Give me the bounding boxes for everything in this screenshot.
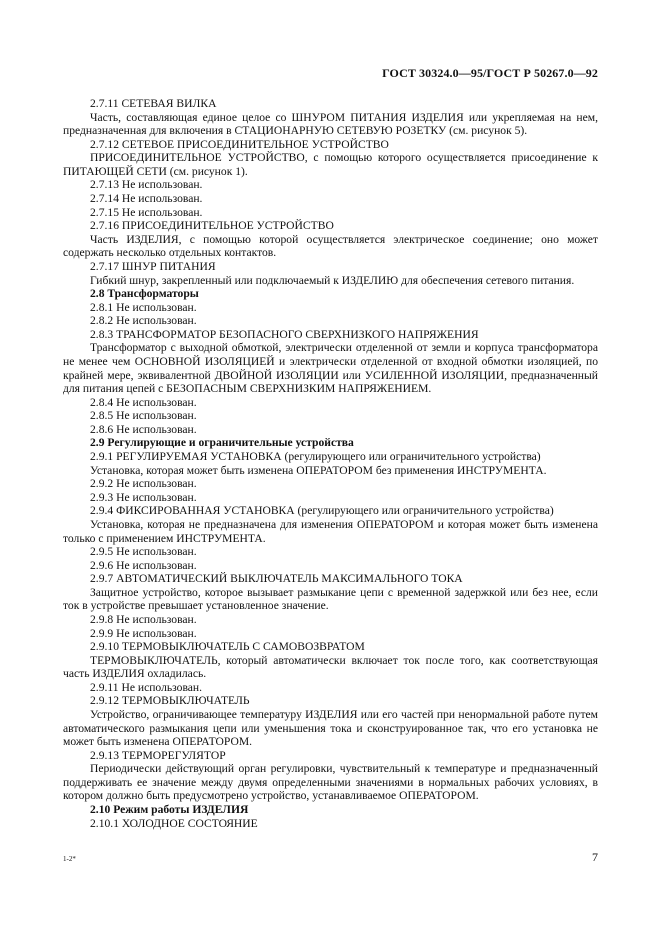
paragraph: Установка, которая может быть изменена ОПЕРАТОРОМ без применения ИНСТРУМЕНТА.: [90, 463, 547, 477]
paragraph: 2.7.13 Не использован.: [90, 178, 203, 192]
paragraph: Установка, которая не предназначена для изменения ОПЕРАТОРОМ и которая может быть изменена только с применением ИНСТРУМЕНТА.: [63, 517, 598, 545]
paragraph: 2.7.15 Не использован.: [90, 205, 203, 219]
section-heading: 2.10 Режим работы ИЗДЕЛИЯ: [90, 803, 249, 817]
paragraph: 2.9.13 ТЕРМОРЕГУЛЯТОР: [90, 748, 226, 762]
paragraph: ТЕРМОВЫКЛЮЧАТЕЛЬ, который автоматически включает ток после того, как соответствующая часть ИЗДЕЛИЯ охладилась.: [63, 653, 598, 681]
paragraph: 2.9.3 Не использован.: [90, 490, 197, 504]
paragraph: Часть ИЗДЕЛИЯ, с помощью которой осуществляется электрическое соединение; оно может содержать несколько отдельных контактов.: [63, 232, 598, 260]
paragraph: 2.8.5 Не использован.: [90, 409, 197, 423]
paragraph: Гибкий шнур, закрепленный или подключаемый к ИЗДЕЛИЮ для обеспечения сетевого питания.: [90, 273, 575, 287]
paragraph: Часть, составляющая единое целое со ШНУРОМ ПИТАНИЯ ИЗДЕЛИЯ или укрепляемая на нем, предназначенная для включения в СТАЦИОНАРНУЮ СЕТЕВУЮ РОЗЕТКУ (см. рисунок 5).: [63, 110, 598, 138]
paragraph: 2.9.7 АВТОМАТИЧЕСКИЙ ВЫКЛЮЧАТЕЛЬ МАКСИМАЛЬНОГО ТОКА: [90, 572, 463, 586]
paragraph: 2.9.5 Не использован.: [90, 545, 197, 559]
paragraph: 2.9.10 ТЕРМОВЫКЛЮЧАТЕЛЬ С САМОВОЗВРАТОМ: [90, 640, 365, 654]
paragraph: 2.9.1 РЕГУЛИРУЕМАЯ УСТАНОВКА (регулирующего или ограничительного устройства): [90, 450, 541, 464]
paragraph: Защитное устройство, которое вызывает размыкание цепи с временной задержкой или без нее, если ток в устройстве превышает установленное значение.: [63, 585, 598, 613]
paragraph: Трансформатор с выходной обмоткой, электрически отделенной от земли и корпуса трансформатора не менее чем ОСНОВНОЙ ИЗОЛЯЦИЕЙ и электрически отделенной от входной обмотки изоляцией, по крайней мере, эквивалентной ДВОЙНОЙ ИЗОЛЯЦИИ или УСИЛЕННОЙ ИЗОЛЯЦИИ, предназначенный для питания цепей с БЕЗОПАСНЫМ СВЕРХНИЗКИМ НАПРЯЖЕНИЕМ.: [63, 341, 598, 396]
paragraph: 2.7.16 ПРИСОЕДИНИТЕЛЬНОЕ УСТРОЙСТВО: [90, 219, 334, 233]
section-heading: 2.8 Трансформаторы: [90, 287, 199, 301]
paragraph: 2.8.1 Не использован.: [90, 300, 197, 314]
paragraph: 2.9.2 Не использован.: [90, 477, 197, 491]
paragraph: 2.10.1 ХОЛОДНОЕ СОСТОЯНИЕ: [90, 816, 258, 830]
paragraph: 2.8.6 Не использован.: [90, 422, 197, 436]
paragraph: 2.9.8 Не использован.: [90, 612, 197, 626]
paragraph: 2.9.12 ТЕРМОВЫКЛЮЧАТЕЛЬ: [90, 694, 250, 708]
paragraph: Устройство, ограничивающее температуру ИЗДЕЛИЯ или его частей при ненормальной работе путем автоматического размыкания цепи или уменьшения тока и сконструированное так, что его установка не может быть изменена ОПЕРАТОРОМ.: [63, 708, 598, 749]
footer-mark: 1-2*: [63, 855, 76, 863]
paragraph: 2.8.4 Не использован.: [90, 395, 197, 409]
paragraph: 2.7.17 ШНУР ПИТАНИЯ: [90, 259, 216, 273]
paragraph: 2.9.6 Не использован.: [90, 558, 197, 572]
paragraph: 2.8.3 ТРАНСФОРМАТОР БЕЗОПАСНОГО СВЕРХНИЗКОГО НАПРЯЖЕНИЯ: [90, 327, 479, 341]
paragraph: 2.8.2 Не использован.: [90, 314, 197, 328]
section-heading: 2.9 Регулирующие и ограничительные устройства: [90, 436, 354, 450]
standard-header: ГОСТ 30324.0—95/ГОСТ Р 50267.0—92: [382, 66, 598, 80]
page-number: 7: [592, 850, 598, 864]
paragraph: 2.7.11 СЕТЕВАЯ ВИЛКА: [90, 97, 217, 110]
paragraph: 2.9.11 Не использован.: [90, 680, 203, 694]
document-body: [63, 97, 598, 830]
paragraph: 2.7.14 Не использован.: [90, 192, 203, 206]
paragraph: 2.9.9 Не использован.: [90, 626, 197, 640]
paragraph: Периодически действующий орган регулировки, чувствительный к температуре и предназначенный поддерживать ее значение между двумя определенными значениями в нормальных рабочих условиях, в котором должно быть предусмотрено устройство, устанавливаемое ОПЕРАТОРОМ.: [63, 762, 598, 803]
paragraph: 2.9.4 ФИКСИРОВАННАЯ УСТАНОВКА (регулирующего или ограничительного устройства): [90, 504, 554, 518]
paragraph: 2.7.12 СЕТЕВОЕ ПРИСОЕДИНИТЕЛЬНОЕ УСТРОЙСТВО: [90, 137, 389, 151]
paragraph: ПРИСОЕДИНИТЕЛЬНОЕ УСТРОЙСТВО, с помощью которого осуществляется присоединение к ПИТАЮЩЕЙ СЕТИ (см. рисунок 1).: [63, 151, 598, 178]
